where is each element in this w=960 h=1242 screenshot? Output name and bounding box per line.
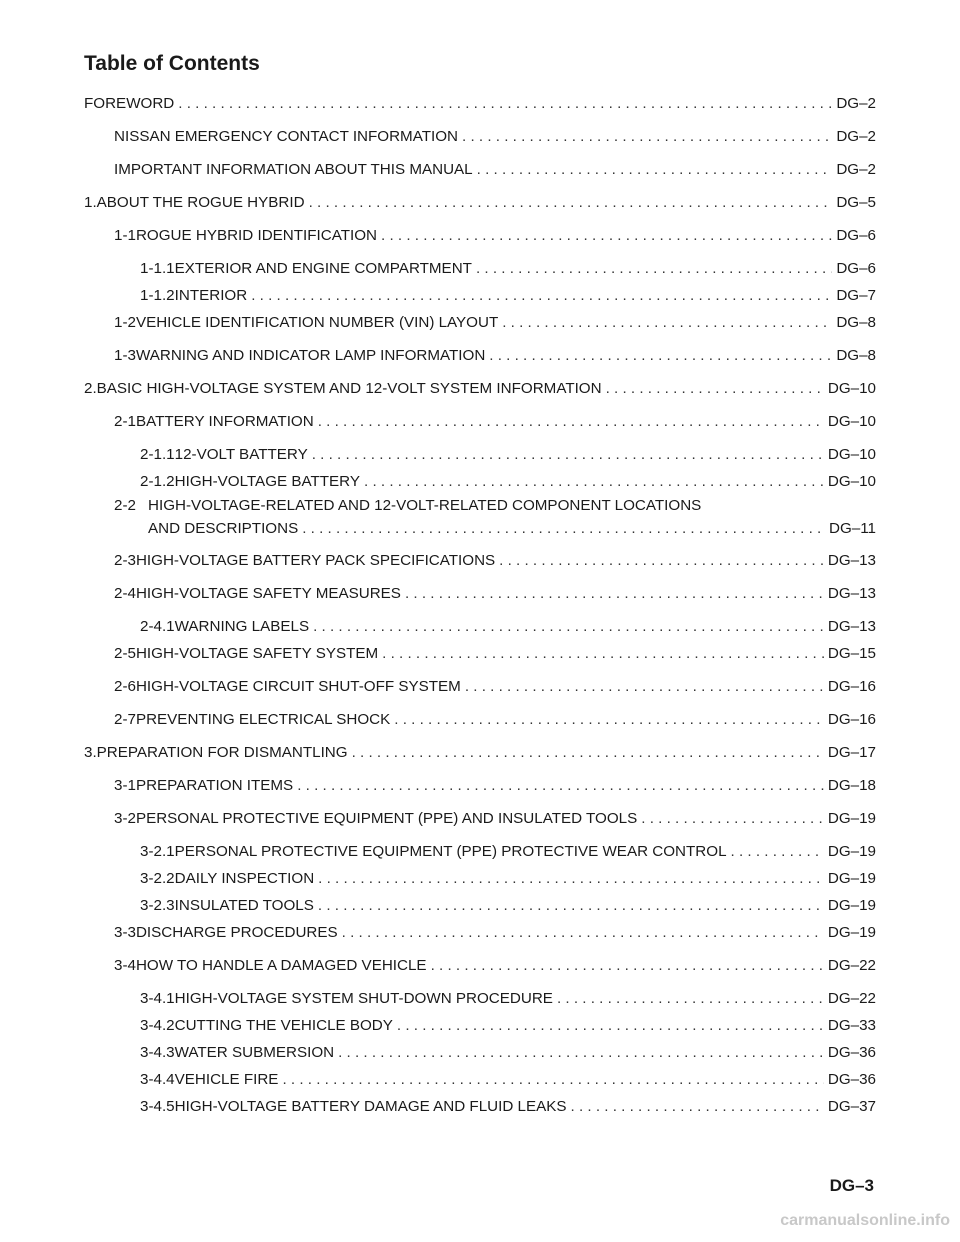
toc-entry-number: 2-3 [114, 552, 136, 569]
toc-entry-number: 2-1 [114, 413, 136, 430]
toc-entry[interactable] [84, 919, 876, 952]
toc-entry-number: 3-4.2 [140, 1017, 175, 1034]
toc-entry[interactable] [84, 375, 876, 408]
toc-entry-page: DG–36 [827, 1044, 876, 1061]
toc-entry-title: WARNING AND INDICATOR LAMP INFORMATION [135, 347, 486, 364]
table-of-contents [84, 90, 876, 1120]
toc-entry-page: DG–10 [827, 380, 876, 397]
toc-entry-page: DG–22 [827, 990, 876, 1007]
dot-leader [641, 805, 824, 833]
toc-entry-number: 2-1.2 [140, 473, 175, 490]
dot-leader [178, 90, 832, 118]
toc-entry[interactable] [84, 255, 876, 282]
toc-entry-number: 3-2.2 [140, 870, 175, 887]
toc-entry-page: DG–6 [836, 227, 876, 244]
toc-entry[interactable] [84, 805, 876, 838]
toc-entry-number: 1. [84, 194, 97, 211]
toc-entry-title: HIGH-VOLTAGE BATTERY DAMAGE AND FLUID LEAKS [174, 1098, 567, 1115]
toc-entry-title: HIGH-VOLTAGE SYSTEM SHUT-DOWN PROCEDURE [174, 990, 553, 1007]
toc-entry-number: 3-4 [114, 957, 136, 974]
toc-entry[interactable] [84, 408, 876, 441]
toc-entry-title: HIGH-VOLTAGE SAFETY MEASURES [135, 585, 401, 602]
toc-entry-title: PREPARATION ITEMS [135, 777, 294, 794]
dot-leader [309, 189, 833, 217]
toc-entry-page: DG–10 [827, 473, 876, 490]
toc-entry-title: ROGUE HYBRID IDENTIFICATION [135, 227, 377, 244]
toc-entry-title: HIGH-VOLTAGE SAFETY SYSTEM [135, 645, 379, 662]
dot-leader [394, 706, 824, 734]
toc-entry[interactable] [84, 123, 876, 156]
toc-entry-title: IMPORTANT INFORMATION ABOUT THIS MANUAL [114, 161, 473, 178]
toc-entry-number: 3-1 [114, 777, 136, 794]
toc-entry-page: DG–6 [836, 260, 876, 277]
toc-entry-title: FOREWORD [84, 95, 175, 112]
dot-leader [302, 517, 825, 541]
toc-entry-number: 1-3 [114, 347, 136, 364]
toc-entry-title: DAILY INSPECTION [174, 870, 315, 887]
toc-entry-number: 3-2.1 [140, 843, 175, 860]
toc-entry-number: 2-7 [114, 711, 136, 728]
dot-leader [557, 985, 824, 1013]
toc-entry-title: CUTTING THE VEHICLE BODY [174, 1017, 393, 1034]
dot-leader [465, 673, 824, 701]
toc-entry-page: DG–19 [827, 843, 876, 860]
toc-entry-page: DG–15 [827, 645, 876, 662]
toc-entry-number: 2-4 [114, 585, 136, 602]
toc-entry-page: DG–11 [829, 520, 876, 537]
toc-entry[interactable] [84, 640, 876, 673]
toc-entry[interactable] [84, 613, 876, 640]
toc-entry-number: 2-1.1 [140, 446, 175, 463]
toc-entry-page: DG–10 [827, 446, 876, 463]
toc-entry-title: HIGH-VOLTAGE BATTERY PACK SPECIFICATIONS [135, 552, 496, 569]
toc-entry-page: DG–18 [827, 777, 876, 794]
toc-entry-number: 2-6 [114, 678, 136, 695]
dot-leader [338, 1039, 824, 1067]
page-number: DG–3 [829, 1176, 874, 1195]
toc-entry-page: DG–5 [836, 194, 876, 211]
toc-entry-page: DG–13 [827, 585, 876, 602]
toc-entry-page: DG–36 [827, 1071, 876, 1088]
dot-leader [397, 1012, 824, 1040]
toc-entry-page: DG–2 [836, 95, 876, 112]
toc-entry-page: DG–19 [827, 924, 876, 941]
toc-entry-title: WARNING LABELS [174, 618, 310, 635]
toc-entry[interactable] [84, 547, 876, 580]
toc-entry[interactable] [84, 706, 876, 739]
toc-entry-number: 3-4.4 [140, 1071, 175, 1088]
toc-entry[interactable] [84, 1012, 876, 1039]
toc-entry-title: BATTERY INFORMATION [135, 413, 314, 430]
toc-entry-number: 2. [84, 380, 97, 397]
dot-leader [431, 952, 824, 980]
dot-leader [489, 342, 832, 370]
toc-entry-page: DG–13 [827, 618, 876, 635]
toc-entry-title: INSULATED TOOLS [174, 897, 314, 914]
toc-entry[interactable] [84, 156, 876, 189]
toc-entry-page: DG–2 [836, 128, 876, 145]
toc-entry-page: DG–19 [827, 870, 876, 887]
toc-entry-title: EXTERIOR AND ENGINE COMPARTMENT [174, 260, 472, 277]
toc-entry[interactable] [84, 1093, 876, 1120]
toc-entry-title: PREPARATION FOR DISMANTLING [96, 744, 348, 761]
toc-entry-title: HOW TO HANDLE A DAMAGED VEHICLE [135, 957, 427, 974]
toc-entry-title: PERSONAL PROTECTIVE EQUIPMENT (PPE) PROTECTIVE WEAR CONTROL [174, 843, 727, 860]
toc-entry[interactable] [84, 282, 876, 309]
toc-entry-page: DG–16 [827, 678, 876, 695]
toc-entry[interactable] [84, 1039, 876, 1066]
toc-entry-page: DG–8 [836, 347, 876, 364]
toc-entry-number: 1-1.2 [140, 287, 175, 304]
toc-entry[interactable] [84, 985, 876, 1012]
toc-entry[interactable] [84, 189, 876, 222]
toc-entry-title: VEHICLE IDENTIFICATION NUMBER (VIN) LAYOUT [135, 314, 499, 331]
dot-leader [499, 547, 824, 575]
toc-entry-page: DG–13 [827, 552, 876, 569]
dot-leader [313, 613, 824, 641]
toc-entry[interactable] [84, 468, 876, 495]
toc-entry-number: 2-4.1 [140, 618, 175, 635]
toc-entry-title: BASIC HIGH-VOLTAGE SYSTEM AND 12-VOLT SYSTEM INFORMATION [96, 380, 602, 397]
toc-entry[interactable] [84, 865, 876, 892]
toc-entry-page: DG–19 [827, 810, 876, 827]
toc-entry-title: HIGH-VOLTAGE CIRCUIT SHUT-OFF SYSTEM [135, 678, 461, 695]
toc-entry[interactable] [84, 342, 876, 375]
dot-leader [364, 468, 824, 496]
toc-entry-title: ABOUT THE ROGUE HYBRID [96, 194, 305, 211]
dot-leader [382, 640, 824, 668]
dot-leader [731, 838, 824, 866]
toc-entry[interactable] [84, 222, 876, 255]
toc-entry[interactable] [84, 892, 876, 919]
dot-leader [312, 441, 824, 469]
dot-leader [606, 375, 824, 403]
dot-leader [405, 580, 824, 608]
toc-entry-page: DG–17 [827, 744, 876, 761]
toc-entry[interactable] [84, 495, 876, 547]
toc-entry-page: DG–10 [827, 413, 876, 430]
toc-entry[interactable] [84, 309, 876, 342]
toc-entry-number: 3-4.1 [140, 990, 175, 1007]
dot-leader [381, 222, 832, 250]
watermark: carmanualsonline.info [780, 1212, 950, 1229]
dot-leader [571, 1093, 824, 1121]
toc-entry-number: 1-1 [114, 227, 136, 244]
toc-entry-number: 1-1.1 [140, 260, 175, 277]
toc-entry-number: 3. [84, 744, 97, 761]
toc-entry-title: PERSONAL PROTECTIVE EQUIPMENT (PPE) AND INSULATED TOOLS [135, 810, 638, 827]
toc-entry-title: HIGH-VOLTAGE BATTERY [174, 473, 360, 490]
toc-entry[interactable] [84, 441, 876, 468]
toc-entry-number: 2-2 [114, 497, 136, 514]
dot-leader [318, 892, 824, 920]
dot-leader [477, 156, 833, 184]
dot-leader [352, 739, 824, 767]
toc-entry-title: INTERIOR [174, 287, 248, 304]
dot-leader [318, 408, 824, 436]
toc-entry-page: DG–2 [836, 161, 876, 178]
toc-entry-number: 3-3 [114, 924, 136, 941]
toc-entry-title-cont: AND DESCRIPTIONS [148, 520, 299, 537]
dot-leader [462, 123, 832, 151]
toc-entry-page: DG–8 [836, 314, 876, 331]
toc-entry[interactable] [84, 1066, 876, 1093]
dot-leader [476, 255, 832, 283]
toc-entry[interactable] [84, 952, 876, 985]
toc-entry-title: 12-VOLT BATTERY [174, 446, 308, 463]
toc-entry[interactable] [84, 90, 876, 123]
toc-entry[interactable] [84, 739, 876, 772]
toc-entry-page: DG–7 [836, 287, 876, 304]
toc-entry[interactable] [84, 772, 876, 805]
dot-leader [251, 282, 832, 310]
dot-leader [342, 919, 824, 947]
toc-entry-title: NISSAN EMERGENCY CONTACT INFORMATION [114, 128, 458, 145]
toc-entry[interactable] [84, 673, 876, 706]
toc-entry-page: DG–37 [827, 1098, 876, 1115]
toc-entry-number: 3-4.5 [140, 1098, 175, 1115]
dot-leader [297, 772, 824, 800]
toc-entry-page: DG–16 [827, 711, 876, 728]
toc-entry-number: 3-4.3 [140, 1044, 175, 1061]
dot-leader [318, 865, 824, 893]
toc-entry-page: DG–33 [827, 1017, 876, 1034]
toc-entry-page: DG–22 [827, 957, 876, 974]
toc-entry[interactable] [84, 580, 876, 613]
dot-leader [282, 1066, 823, 1094]
toc-entry-title: HIGH-VOLTAGE-RELATED AND 12-VOLT-RELATED COMPONENT LOCATIONS [148, 497, 702, 514]
toc-entry-number: 3-2.3 [140, 897, 175, 914]
page-title: Table of Contents [84, 52, 260, 75]
dot-leader [502, 309, 832, 337]
toc-entry[interactable] [84, 838, 876, 865]
toc-entry-title: DISCHARGE PROCEDURES [135, 924, 338, 941]
toc-entry-title: WATER SUBMERSION [174, 1044, 335, 1061]
toc-entry-title: VEHICLE FIRE [174, 1071, 279, 1088]
toc-entry-number: 3-2 [114, 810, 136, 827]
toc-entry-page: DG–19 [827, 897, 876, 914]
toc-entry-number: 2-5 [114, 645, 136, 662]
toc-entry-title: PREVENTING ELECTRICAL SHOCK [135, 711, 391, 728]
toc-entry-number: 1-2 [114, 314, 136, 331]
